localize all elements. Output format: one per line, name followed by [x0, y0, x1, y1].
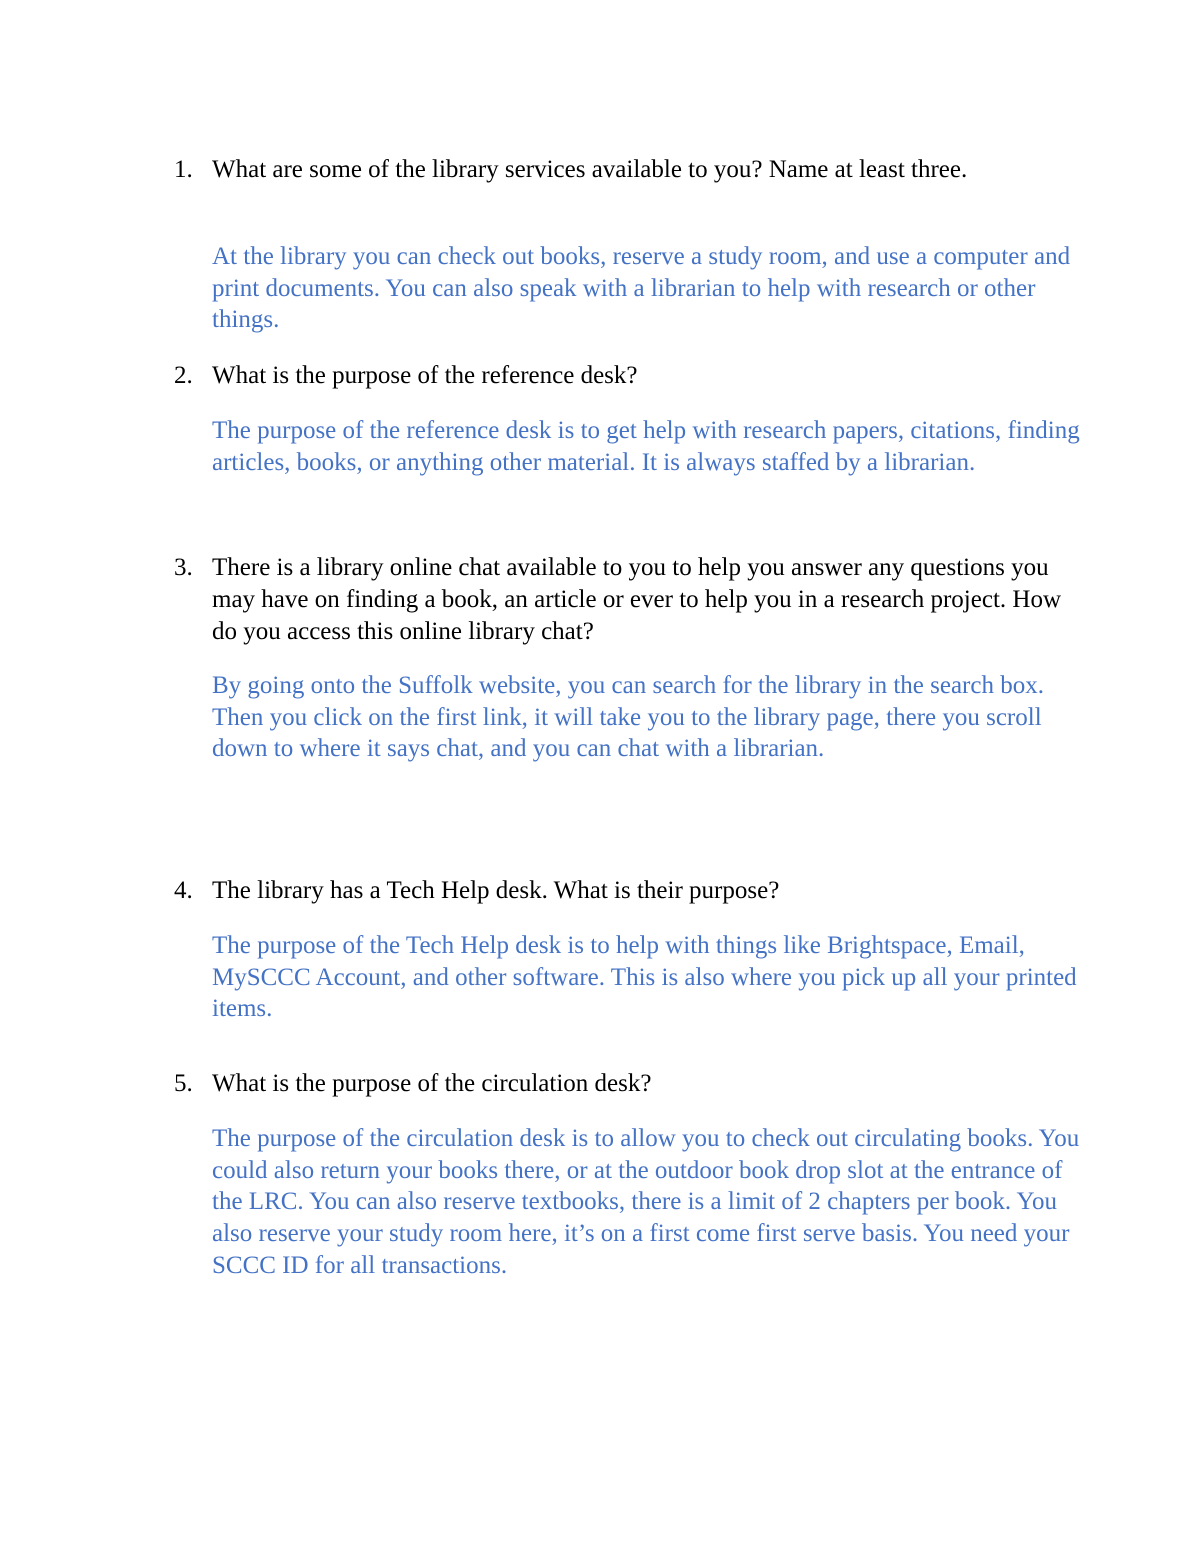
answer-text: The purpose of the Tech Help desk is to help with things like Brightspace, Email, MySCCC Account, and other software. This is also where you pick up all your printed items.: [212, 932, 1077, 1023]
question-text: What is the purpose of the circulation desk?: [212, 1070, 652, 1097]
question-number: 5.: [174, 1070, 193, 1097]
answer-text: The purpose of the circulation desk is to allow you to check out circulating books. You could also return your books there, or at the outdoor book drop slot at the entrance of the LRC. You can also reserve textbooks, there is a limit of 2 chapters per book. You also reserve your study room here, it’s on a first come first serve basis. You need your SCCC ID for all transactions.: [212, 1125, 1080, 1279]
answer-text: The purpose of the reference desk is to get help with research papers, citations, finding articles, books, or anything other material. It is always staffed by a librarian.: [212, 417, 1080, 476]
question-number: 3.: [174, 554, 193, 581]
question-text: What are some of the library services available to you? Name at least three.: [212, 156, 968, 183]
question-number: 1.: [174, 156, 193, 183]
question-text: The library has a Tech Help desk. What is their purpose?: [212, 877, 780, 904]
question-number: 2.: [174, 362, 193, 389]
answer-text: At the library you can check out books, reserve a study room, and use a computer and print documents. You can also speak with a librarian to help with research or other things.: [212, 243, 1071, 334]
question-text: There is a library online chat available to you to help you answer any questions you may have on finding a book, an article or ever to help you in a research project. How do you access this online library chat?: [212, 554, 1061, 645]
answer-text: By going onto the Suffolk website, you can search for the library in the search box. Then you click on the first link, it will take you to the library page, there you scroll down to where it says chat, and you can chat with a librarian.: [212, 672, 1044, 763]
question-number: 4.: [174, 877, 193, 904]
question-text: What is the purpose of the reference desk?: [212, 362, 638, 389]
